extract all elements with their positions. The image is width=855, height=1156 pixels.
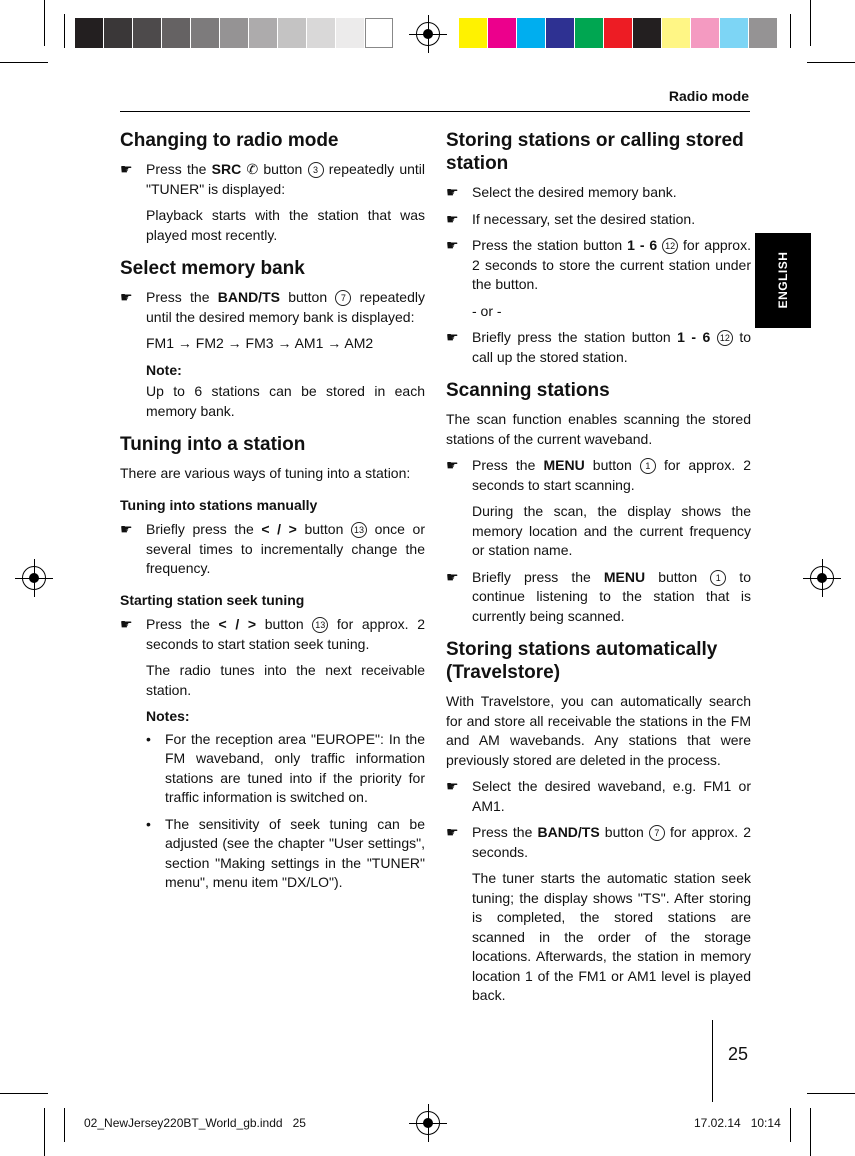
color-swatch	[488, 18, 516, 48]
instruction-item: ☛ Select the desired waveband, e.g. FM1 or AM1.	[446, 778, 751, 814]
color-swatch	[575, 18, 603, 48]
instruction-item: ☛ Briefly press the < / > button 13 once or several times to incrementally change the frequency.	[120, 521, 426, 576]
language-tab-label: ENGLISH	[776, 251, 790, 309]
pointing-hand-icon: ☛	[446, 568, 459, 585]
color-swatch	[662, 18, 690, 48]
pointing-hand-icon: ☛	[446, 457, 459, 473]
color-swatch	[633, 18, 661, 48]
key-label: SRC	[211, 161, 242, 177]
heading-storing-stations: Storing stations or calling stored station	[446, 130, 744, 174]
key-label: < / >	[261, 521, 297, 537]
registration-mark-icon	[22, 566, 46, 590]
button-number: 7	[649, 825, 665, 841]
pointing-hand-icon: ☛	[120, 161, 133, 177]
pointing-hand-icon: ☛	[446, 778, 459, 794]
button-number: 13	[351, 522, 367, 538]
phone-icon: ✆	[246, 161, 259, 177]
registration-mark-icon	[416, 1111, 440, 1135]
color-swatch	[191, 18, 219, 48]
instruction-item: ☛ Press the BAND/TS button 7 repeatedly until the desired memory bank is displayed:	[120, 289, 425, 325]
button-number: 1	[710, 570, 726, 586]
instruction-item: ☛ If necessary, set the desired station.	[446, 210, 751, 230]
key-label: BAND/TS	[537, 824, 600, 840]
crop-mark	[0, 62, 48, 63]
color-swatch	[75, 18, 103, 48]
crop-mark	[810, 1108, 811, 1156]
crop-mark	[807, 1093, 855, 1094]
color-swatch	[249, 18, 277, 48]
key-label: MENU	[543, 457, 585, 473]
button-number: 12	[662, 238, 678, 254]
language-tab	[755, 233, 811, 328]
note-bullet: • For the reception area "EUROPE": In the FM waveband, only traffic information stations are tuned into if the priority for traffic information is switched on.	[146, 730, 425, 805]
color-swatch	[517, 18, 545, 48]
crop-mark	[790, 1108, 791, 1142]
color-swatch	[162, 18, 190, 48]
pointing-hand-icon: ☛	[446, 329, 459, 345]
color-swatch	[604, 18, 632, 48]
bullet-icon: •	[146, 730, 151, 747]
page-number-rule	[712, 1020, 713, 1102]
key-label: 1 - 6	[677, 329, 711, 345]
color-swatch	[691, 18, 719, 48]
intro-text: The scan function enables scanning the stored stations of the current waveband.	[446, 411, 751, 447]
color-swatch	[546, 18, 574, 48]
heading-select-memory-bank: Select memory bank	[120, 258, 305, 279]
or-separator: - or -	[472, 302, 502, 319]
pointing-hand-icon: ☛	[120, 616, 133, 632]
intro-text: With Travelstore, you can automatically search for and store all receivable the stations in the FM and AM wavebands. Any stations that were previously stored are deleted in the process.	[446, 693, 751, 768]
memory-bank-sequence: FM1 → FM2 → FM3 → AM1 → AM2	[146, 335, 374, 351]
crop-mark	[44, 1108, 45, 1156]
note-label: Note:	[146, 361, 182, 378]
heading-scanning-stations: Scanning stations	[446, 380, 610, 401]
header-rule	[120, 111, 750, 112]
instruction-item: ☛ Press the SRC ✆ button 3 repeatedly until "TUNER" is displayed:	[120, 161, 426, 197]
instruction-item: ☛ Briefly press the station button 1 - 6 12 to call up the stored station.	[446, 329, 751, 365]
paragraph: Playback starts with the station that was played most recently.	[146, 207, 425, 243]
heading-tuning-station: Tuning into a station	[120, 434, 306, 455]
paragraph: During the scan, the display shows the memory location and the current frequency or station name.	[472, 503, 751, 558]
crop-mark	[64, 1108, 65, 1142]
crop-mark	[0, 1093, 48, 1094]
color-swatch	[278, 18, 306, 48]
intro-text: There are various ways of tuning into a station:	[120, 465, 411, 481]
crop-mark	[44, 0, 45, 46]
registration-mark-icon	[810, 566, 834, 590]
footer-filename: 02_NewJersey220BT_World_gb.indd 25	[84, 1116, 306, 1130]
instruction-item: ☛ Select the desired memory bank.	[446, 183, 751, 203]
page-number: 25	[728, 1044, 749, 1064]
crop-mark	[64, 14, 65, 48]
notes-label: Notes:	[146, 708, 190, 724]
running-header: Radio mode	[668, 88, 749, 104]
pointing-hand-icon: ☛	[446, 237, 459, 253]
instruction-item: ☛ Press the < / > button 13 for approx. 2 seconds to start station seek tuning.	[120, 616, 425, 652]
color-swatch	[133, 18, 161, 48]
right-column	[446, 129, 751, 1013]
button-number: 12	[717, 330, 733, 346]
instruction-item: ☛ Press the station button 1 - 6 12 for approx. 2 seconds to store the current station under the button.	[446, 237, 751, 292]
key-label: MENU	[603, 568, 646, 585]
pointing-hand-icon: ☛	[446, 210, 459, 227]
color-swatch	[307, 18, 335, 48]
color-swatch	[336, 18, 364, 48]
key-label: < / >	[218, 616, 257, 632]
crop-mark	[810, 0, 811, 46]
bullet-icon: •	[146, 815, 151, 832]
color-swatch	[459, 18, 487, 48]
pointing-hand-icon: ☛	[120, 521, 133, 537]
paragraph: The radio tunes into the next receivable station.	[146, 662, 425, 698]
crop-mark	[790, 14, 791, 48]
crop-mark	[807, 62, 855, 63]
note-bullet: • The sensitivity of seek tuning can be adjusted (see the chapter "User settings", section "Making settings in the "TUNER" menu", menu item "DX/LO").	[146, 815, 425, 890]
paragraph: The tuner starts the automatic station seek tuning; the display shows "TS". After storing is completed, the stored stations are scanned in the order of the storage locations. Afterwards, the station in memory location 1 of the FM1 or AM1 level is played back.	[472, 870, 751, 1003]
heading-changing-radio-mode: Changing to radio mode	[120, 130, 339, 151]
pointing-hand-icon: ☛	[446, 824, 459, 840]
subheading-seek-tuning: Starting station seek tuning	[120, 591, 305, 608]
button-number: 7	[335, 290, 351, 306]
color-swatch	[720, 18, 748, 48]
note-text: Up to 6 stations can be stored in each memory bank.	[146, 383, 425, 419]
color-swatch	[365, 18, 393, 48]
instruction-item: ☛ Press the BAND/TS button 7 for approx. 2 seconds.	[446, 824, 751, 860]
color-swatch	[104, 18, 132, 48]
button-number: 13	[312, 617, 328, 633]
instruction-item: ☛ Briefly press the MENU button 1 to continue listening to the station that is currently being scanned.	[446, 568, 751, 624]
instruction-item: ☛ Press the MENU button 1 for approx. 2 seconds to start scanning.	[446, 457, 751, 493]
key-label: 1 - 6	[627, 237, 658, 253]
footer-datetime: 17.02.14 10:14	[694, 1116, 781, 1130]
registration-mark-icon	[416, 22, 440, 46]
color-swatch	[220, 18, 248, 48]
button-number: 1	[640, 458, 656, 474]
left-column	[120, 129, 425, 900]
subheading-manual-tuning: Tuning into stations manually	[120, 496, 318, 513]
button-number: 3	[308, 162, 324, 178]
color-swatch	[749, 18, 777, 48]
pointing-hand-icon: ☛	[120, 289, 133, 305]
heading-travelstore: Storing stations automatically (Travelstore)	[446, 639, 718, 683]
key-label: BAND/TS	[217, 289, 280, 305]
pointing-hand-icon: ☛	[446, 184, 459, 200]
